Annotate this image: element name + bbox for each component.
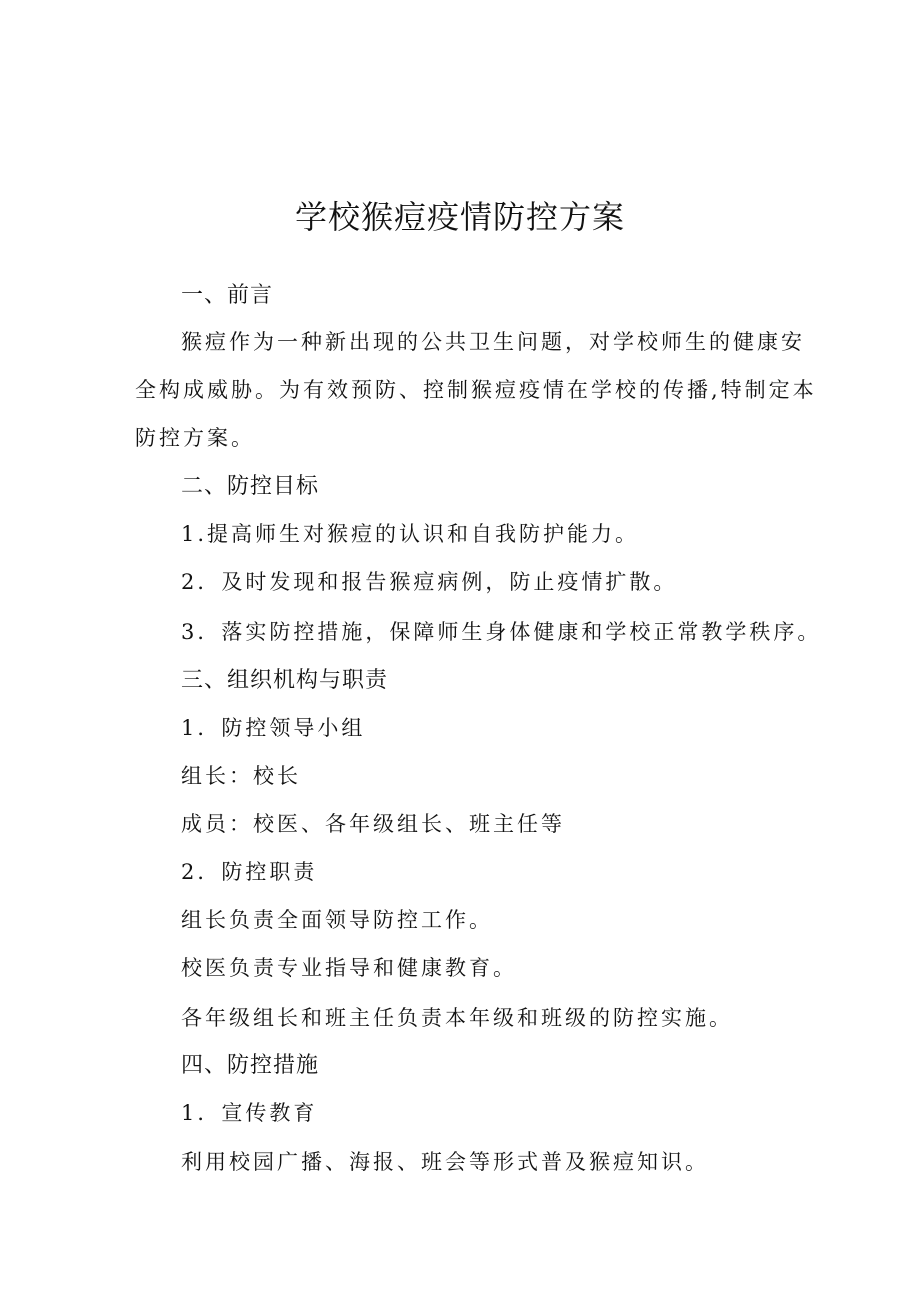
paragraph-line: 成员：校医、各年级组长、班主任等 [181, 812, 565, 836]
section-heading-goals: 二、防控目标 [181, 474, 320, 499]
subheading: 1．宣传教育 [181, 1101, 318, 1125]
paragraph-line: 各年级组长和班主任负责本年级和班级的防控实施。 [181, 1006, 733, 1030]
paragraph-line: 校医负责专业指导和健康教育。 [181, 956, 517, 980]
subheading: 2．防控职责 [181, 860, 318, 884]
paragraph-line: 组长：校长 [181, 764, 301, 788]
section-heading-measures: 四、防控措施 [181, 1053, 320, 1078]
list-item: 2．及时发现和报告猴痘病例，防止疫情扩散。 [181, 570, 678, 594]
list-item: 3．落实防控措施，保障师生身体健康和学校正常教学秩序。 [181, 620, 822, 644]
section-heading-preface: 一、前言 [181, 283, 274, 308]
paragraph-line: 组长负责全面领导防控工作。 [181, 908, 493, 932]
list-item: 1.提高师生对猴痘的认识和自我防护能力。 [181, 522, 640, 546]
paragraph-line: 猴痘作为一种新出现的公共卫生问题，对学校师生的健康安 [181, 330, 805, 354]
section-heading-organization: 三、组织机构与职责 [181, 668, 389, 693]
paragraph-line: 利用校园广播、海报、班会等形式普及猴痘知识。 [181, 1150, 709, 1174]
paragraph-line: 全构成威胁。为有效预防、控制猴痘疫情在学校的传播,特制定本 [135, 378, 817, 402]
subheading: 1．防控领导小组 [181, 716, 366, 740]
paragraph-line: 防控方案。 [135, 426, 255, 450]
document-title: 学校猴痘疫情防控方案 [294, 198, 625, 237]
